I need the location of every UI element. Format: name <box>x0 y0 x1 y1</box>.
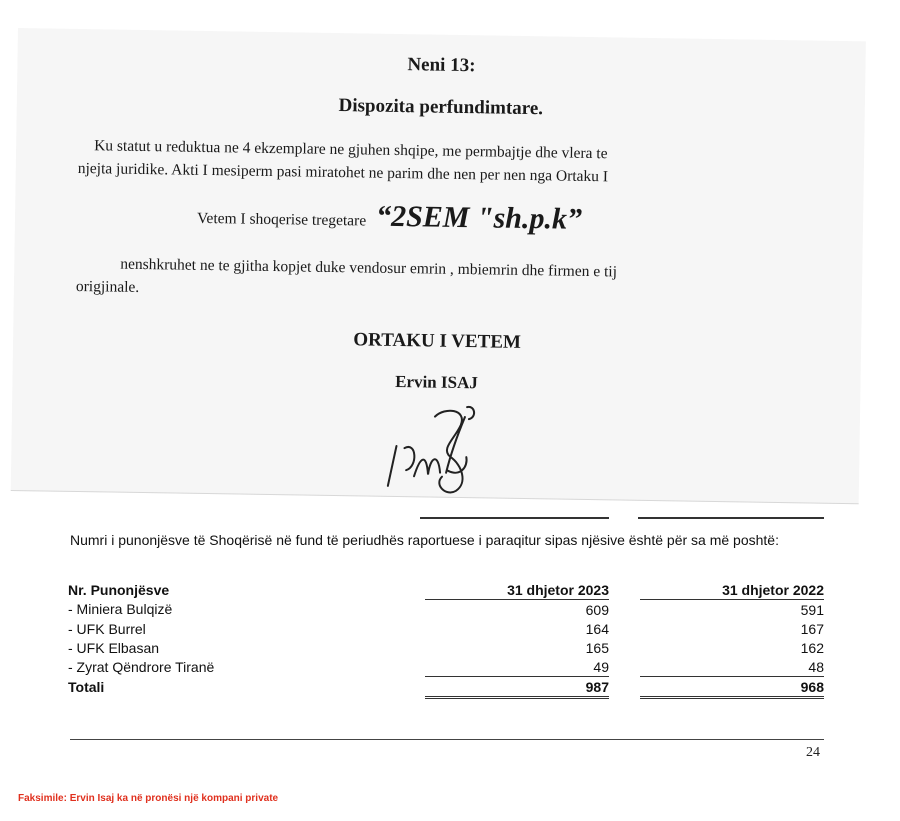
paragraph-text: Vetem I shoqerise tregetare <box>196 209 367 230</box>
total-label: Totali <box>68 679 105 695</box>
table-row <box>68 619 824 638</box>
table-total-row <box>68 677 824 698</box>
row-value-2022: 48 <box>808 658 824 675</box>
table-row <box>68 638 824 657</box>
signature <box>356 385 508 497</box>
paragraph-line-company <box>197 197 582 237</box>
row-value-2023: 609 <box>585 601 609 618</box>
column-rule <box>420 517 609 519</box>
employees-table <box>68 580 824 699</box>
row-value-2023: 165 <box>585 639 609 656</box>
header-2023: 31 dhjetor 2023 <box>425 580 609 600</box>
page-number: 24 <box>806 745 820 760</box>
statute-scan <box>11 28 866 504</box>
owner-name: Ervin ISAJ <box>395 371 478 393</box>
total-2022: 968 <box>640 677 824 698</box>
row-value-2022: 167 <box>800 620 824 637</box>
table-header-row <box>68 580 824 600</box>
header-label: Nr. Punonjësve <box>68 581 170 598</box>
row-value-2022: 162 <box>800 639 824 656</box>
paragraph-line: nenshkruhet ne te gjitha kopjet duke vendosur emrin , mbiemrin dhe firmen e tij <box>120 255 618 281</box>
note-intro: Numri i punonjësve të Shoqërisë në fund të periudhës raportuese i paraqitur sipas njësive është për sa më poshtë: <box>70 532 779 548</box>
column-rule <box>638 517 824 519</box>
paragraph-line: njejta juridike. Akti I mesiperm pasi miratohet ne parim dhe nen per nen nga Ortaku I <box>77 159 609 186</box>
table-row <box>68 600 824 620</box>
total-2023: 987 <box>425 677 609 698</box>
partner-heading: ORTAKU I VETEM <box>353 329 522 353</box>
row-label: - Zyrat Qëndrore Tiranë <box>68 658 215 675</box>
header-2022: 31 dhjetor 2022 <box>640 580 824 600</box>
row-value-2023: 49 <box>593 658 609 675</box>
image-caption: Faksimile: Ervin Isaj ka në pronësi një kompani private <box>18 793 279 804</box>
paragraph-line: origjinale. <box>75 277 140 296</box>
row-value-2023: 164 <box>585 620 609 637</box>
footer-rule <box>70 739 824 740</box>
article-title: Neni 13: <box>407 54 476 77</box>
table-row <box>68 657 824 677</box>
row-label: - UFK Elbasan <box>68 639 160 656</box>
paragraph-line: Ku statut u reduktua ne 4 ekzemplare ne gjuhen shqipe, me permbajtje dhe vlera te <box>94 137 608 163</box>
row-label: - Miniera Bulqizë <box>68 601 173 618</box>
company-name: “2SEM "sh.p.k” <box>375 199 583 236</box>
row-value-2022: 591 <box>800 601 824 618</box>
row-label: - UFK Burrel <box>68 620 146 637</box>
article-subtitle: Dispozita perfundimtare. <box>338 95 544 120</box>
